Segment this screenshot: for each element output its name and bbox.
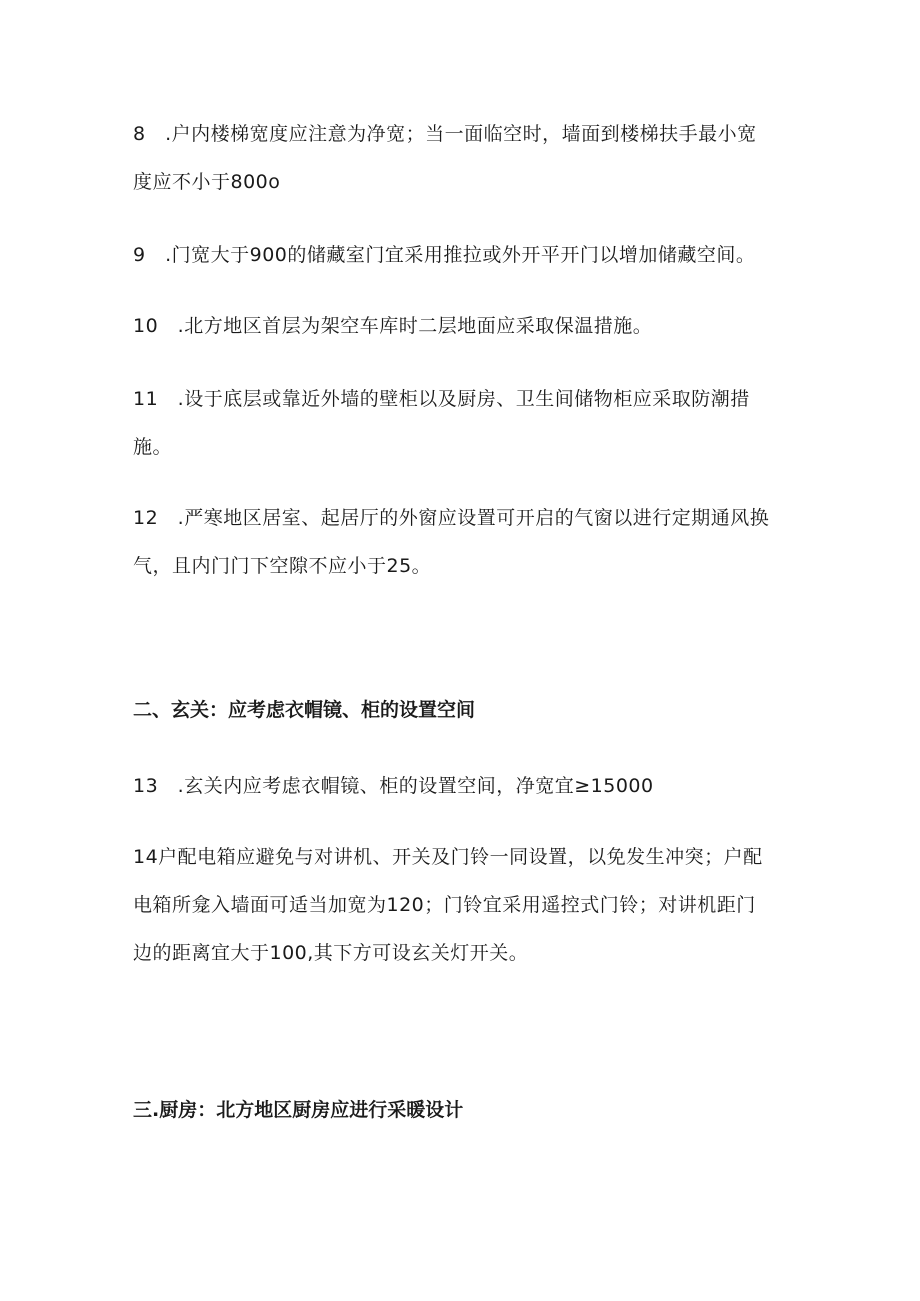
item-14-line-2: 电箱所龛入墙面可适当加宽为120；门铃宜采用遥控式门铃；对讲机距门 — [133, 894, 756, 916]
item-11-line-2: 施。 — [133, 436, 173, 458]
item-10-line-1: 10 .北方地区首层为架空车库时二层地面应采取保温措施。 — [133, 315, 653, 337]
item-8-line-1: 8 .户内楼梯宽度应注意为净宽；当一面临空时，墙面到楼梯扶手最小宽 — [133, 123, 757, 145]
item-11-line-1: 11 .设于底层或靠近外墙的壁柜以及厨房、卫生间储物柜应采取防潮措 — [133, 388, 750, 410]
item-11 — [133, 375, 793, 471]
item-9 — [133, 231, 793, 279]
item-10 — [133, 302, 793, 350]
item-9-line-1: 9 .门宽大于900的储藏室门宜采用推拉或外开平开门以增加储藏空间。 — [133, 244, 756, 266]
item-8 — [133, 110, 793, 206]
item-14-line-3: 边的距离宜大于100,其下方可设玄关灯开关。 — [133, 942, 529, 964]
item-14-line-1: 14户配电箱应避免与对讲机、开关及门铃一同设置，以免发生冲突；户配 — [133, 846, 763, 868]
item-12-line-2: 气，且内门门下空隙不应小于25。 — [133, 555, 432, 577]
section-2-heading: 二、玄关：应考虑衣帽镜、柜的设置空间 — [133, 699, 476, 721]
item-13-line-1: 13 .玄关内应考虑衣帽镜、柜的设置空间，净宽宜≥15000 — [133, 775, 654, 797]
item-14 — [133, 833, 793, 977]
item-12-line-1: 12 .严寒地区居室、起居厅的外窗应设置可开启的气窗以进行定期通风换 — [133, 507, 770, 529]
item-13 — [133, 762, 793, 810]
item-8-line-2: 度应不小于800o — [133, 171, 281, 193]
section-3-heading: 三.厨房：北方地区厨房应进行采暖设计 — [133, 1099, 464, 1121]
item-12 — [133, 494, 793, 590]
